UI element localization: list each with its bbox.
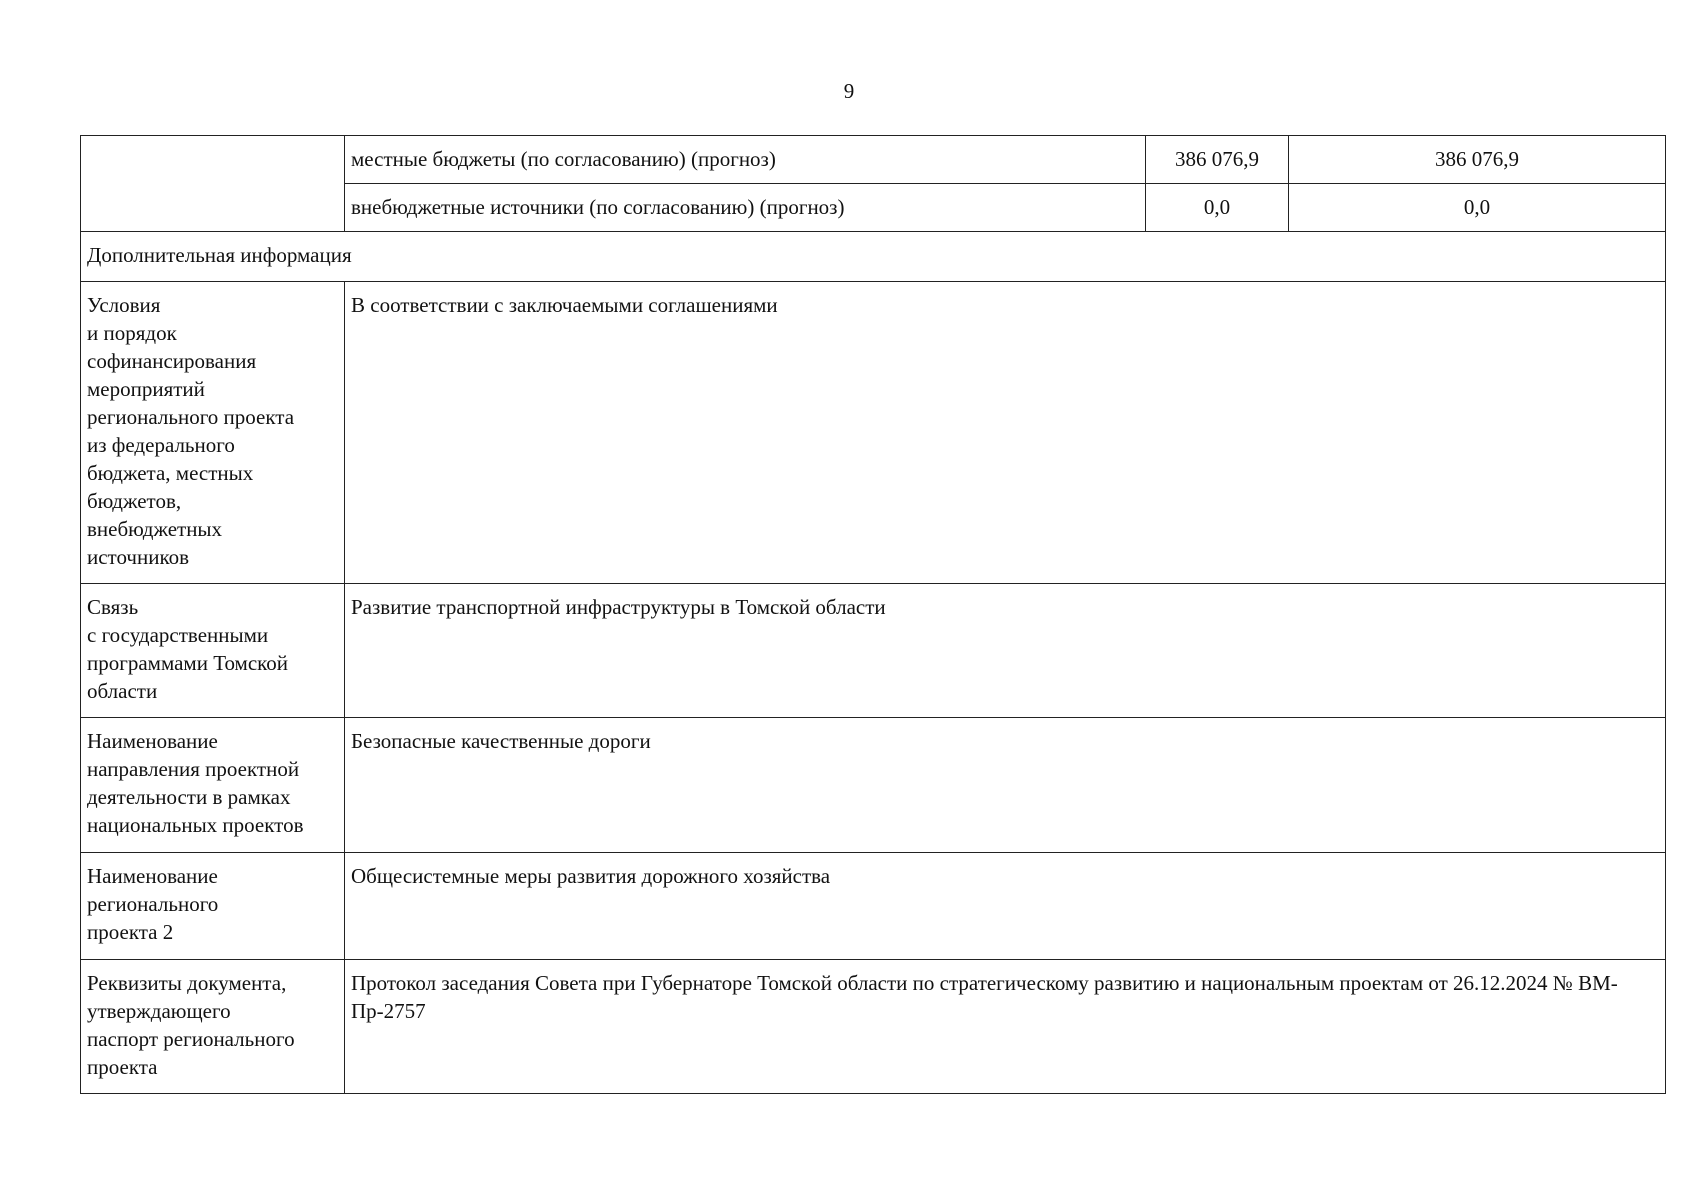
financing-empty-label-cell — [81, 136, 345, 232]
info-row — [81, 718, 1666, 853]
info-value: Безопасные качественные дороги — [345, 718, 1666, 853]
financing-value-1: 386 076,9 — [1146, 136, 1289, 184]
info-row — [81, 853, 1666, 960]
info-label: Связь с государственными программами Томской области — [81, 584, 345, 718]
info-label: Наименование направления проектной деятельности в рамках национальных проектов — [81, 718, 345, 853]
financing-value-2: 0,0 — [1289, 184, 1666, 232]
info-label: Условия и порядок софинансирования мероприятий регионального проекта из федерального бюджета, местных бюджетов, внебюджетных источников — [81, 282, 345, 584]
info-row — [81, 960, 1666, 1094]
additional-info-row — [81, 232, 1666, 282]
financing-row — [81, 136, 1666, 184]
page-number: 9 — [843, 79, 855, 103]
additional-info-heading: Дополнительная информация — [81, 232, 1666, 282]
financing-value-1: 0,0 — [1146, 184, 1289, 232]
info-row — [81, 282, 1666, 584]
info-label: Наименование регионального проекта 2 — [81, 853, 345, 960]
financing-source: внебюджетные источники (по согласованию) (прогноз) — [345, 184, 1146, 232]
info-value: Протокол заседания Совета при Губернаторе Томской области по стратегическому развитию и национальным проектам от 26.12.2024 № ВМ-Пр-2757 — [345, 960, 1666, 1094]
info-row — [81, 584, 1666, 718]
info-value: Общесистемные меры развития дорожного хозяйства — [345, 853, 1666, 960]
info-value: Развитие транспортной инфраструктуры в Томской области — [345, 584, 1666, 718]
financing-source: местные бюджеты (по согласованию) (прогноз) — [345, 136, 1146, 184]
financing-value-2: 386 076,9 — [1289, 136, 1666, 184]
regional-project-table — [80, 135, 1666, 1094]
info-label: Реквизиты документа, утверждающего паспорт регионального проекта — [81, 960, 345, 1094]
info-value: В соответствии с заключаемыми соглашениями — [345, 282, 1666, 584]
